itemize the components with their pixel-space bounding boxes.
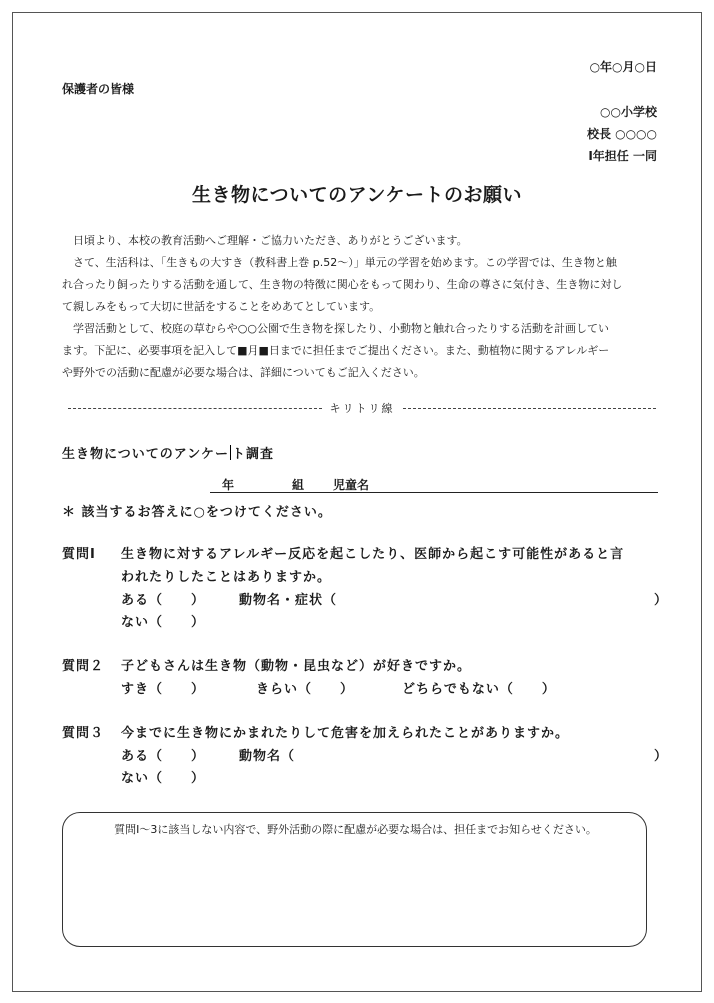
school-name: ○○小学校 bbox=[600, 105, 657, 119]
question-3-number: 質問３ bbox=[62, 726, 105, 741]
year-label: 年 bbox=[222, 478, 235, 492]
body-line: れ合ったり飼ったりする活動を通して、生き物の特徴に関心をもって関わり、生命の尊さに気付き、生き物に対し bbox=[62, 278, 623, 291]
principal-name: 校長 ○○○○ bbox=[586, 127, 657, 141]
question-1-detail-label: 動物名・症状（ bbox=[239, 593, 338, 608]
question-3-option-no: ない（ ） bbox=[121, 771, 206, 786]
survey-title-part: ト調査 bbox=[231, 447, 274, 462]
question-2-option-neither: どちらでもない（ ） bbox=[402, 682, 556, 697]
note-box-instruction: 質問Ⅰ～3に該当しない内容で、野外活動の際に配慮が必要な場合は、担任までお知らせください。 bbox=[114, 823, 597, 836]
question-3-detail-label: 動物名（ bbox=[239, 749, 296, 764]
cut-line bbox=[68, 400, 656, 416]
question-2-number: 質問２ bbox=[62, 659, 105, 674]
question-1-text: われたりしたことはありますか。 bbox=[121, 570, 332, 585]
survey-title bbox=[62, 443, 274, 462]
question-1-detail-close: ） bbox=[654, 593, 669, 608]
homeroom-teachers: Ⅰ年担任 一同 bbox=[588, 149, 657, 163]
question-3-option-yes: ある（ ） bbox=[121, 749, 206, 764]
body-line: ます。下記に、必要事項を記入して■月■日までに担任までご提出ください。また、動植物に関するアレルギー bbox=[62, 344, 610, 357]
survey-instruction: ＊ 該当するお答えに○をつけてください。 bbox=[62, 505, 332, 520]
question-3-detail-close: ） bbox=[654, 749, 669, 764]
question-2-text: 子どもさんは生き物（動物・昆虫など）が好きですか。 bbox=[121, 659, 472, 674]
class-label: 組 bbox=[292, 478, 305, 492]
student-name-label: 児童名 bbox=[333, 478, 370, 492]
survey-title-part: 生き物についてのアンケー bbox=[62, 447, 229, 462]
question-1-text: 生き物に対するアレルギー反応を起こしたり、医師から起こす可能性があると言 bbox=[121, 547, 625, 562]
body-line: 学習活動として、校庭の草むらや○○公園で生き物を探したり、小動物と触れ合ったりする活動を計画してい bbox=[62, 322, 609, 335]
body-line: さて、生活科は、「生きもの大すき（教科書上巻 p.52～）」単元の学習を始めます。この学習では、生き物と触 bbox=[62, 256, 617, 269]
document-date: ○年○月○日 bbox=[589, 60, 657, 74]
question-3-text: 今までに生き物にかまれたりして危害を加えられたことがありますか。 bbox=[121, 726, 570, 741]
addressee: 保護者の皆様 bbox=[62, 82, 135, 96]
note-box bbox=[62, 812, 647, 947]
body-line: て親しみをもって大切に世話をすることをめあてとしています。 bbox=[62, 300, 381, 313]
cut-line-label: キリトリ線 bbox=[329, 402, 395, 415]
text-cursor bbox=[230, 445, 231, 460]
student-info-line bbox=[210, 476, 658, 493]
document-title: 生き物についてのアンケートのお願い bbox=[192, 184, 522, 206]
cut-line-dash bbox=[68, 408, 322, 409]
question-2-option-dislike: きらい（ ） bbox=[256, 682, 355, 697]
question-1-number: 質問Ⅰ bbox=[62, 547, 96, 562]
question-1-option-yes: ある（ ） bbox=[121, 593, 206, 608]
cut-line-dash bbox=[403, 408, 657, 409]
body-line: や野外での活動に配慮が必要な場合は、詳細についてもご記入ください。 bbox=[62, 366, 425, 379]
question-2-option-like: すき（ ） bbox=[121, 682, 206, 697]
question-1-option-no: ない（ ） bbox=[121, 615, 206, 630]
body-line: 日頃より、本校の教育活動へご理解・ご協力いただき、ありがとうございます。 bbox=[62, 234, 468, 247]
